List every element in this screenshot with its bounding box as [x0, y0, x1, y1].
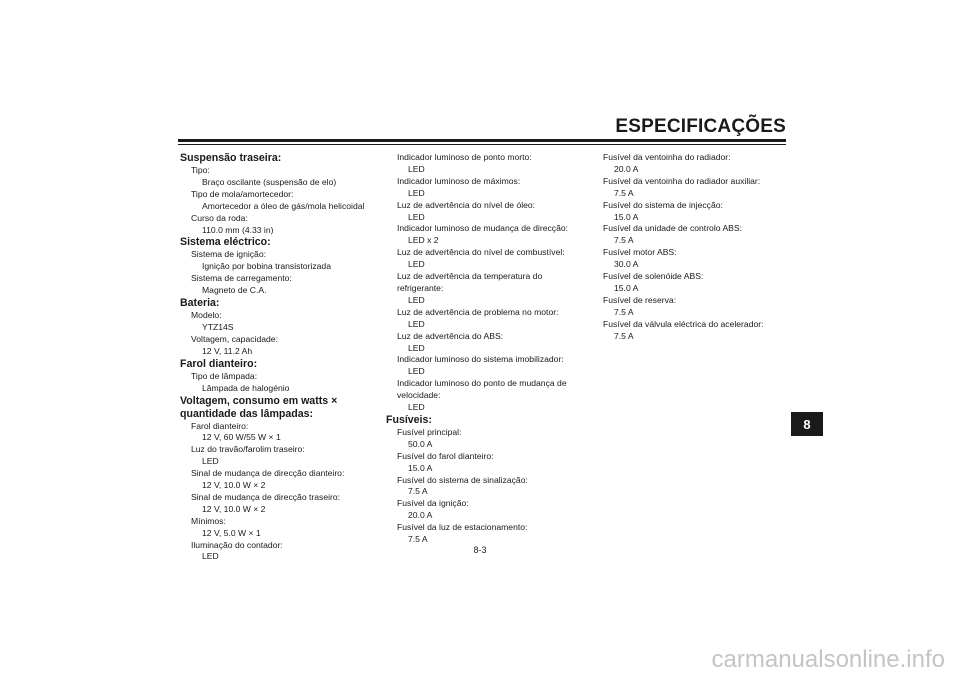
spec-label: Fusível da ventoinha do radiador: — [603, 152, 731, 162]
spec-label: Fusível da ventoinha do radiador auxiliar: — [603, 175, 761, 186]
spec-value: LED — [408, 366, 425, 377]
header-rule-thin — [178, 144, 786, 145]
spec-value: Amortecedor a óleo de gás/mola helicoidal — [202, 200, 365, 211]
spec-value: 7.5 A — [614, 306, 634, 317]
spec-label: Sinal de mudança de direcção traseiro: — [191, 491, 341, 502]
spec-value: LED — [202, 456, 219, 467]
spec-value: Ignição por bobina transistorizada — [202, 261, 331, 272]
spec-label: Indicador luminoso de mudança de direcção: — [397, 223, 569, 234]
spec-value: Braço oscilante (suspensão de elo) — [202, 176, 337, 187]
spec-label: velocidade: — [397, 390, 441, 401]
page-title: ESPECIFICAÇÕES — [615, 116, 786, 137]
spec-value: 20.0 A — [408, 510, 433, 521]
spec-label: Sinal de mudança de direcção dianteiro: — [191, 468, 345, 479]
section-heading: Suspensão traseira: — [180, 152, 282, 164]
spec-column-3 — [592, 152, 792, 343]
spec-value: 12 V, 10.0 W × 2 — [202, 503, 266, 514]
spec-label: Indicador luminoso do sistema imobilizador: — [397, 354, 564, 365]
spec-label: Tipo de mola/amortecedor: — [191, 188, 294, 199]
section-heading: quantidade das lâmpadas: — [180, 407, 314, 420]
spec-label: Mínimos: — [191, 515, 226, 526]
spec-column-2 — [386, 152, 586, 546]
spec-label: Fusível do sistema de injecção: — [603, 199, 723, 210]
spec-value: 12 V, 10.0 W × 2 — [202, 480, 266, 491]
spec-value: 30.0 A — [614, 259, 639, 270]
spec-value: YTZ14S — [202, 321, 234, 332]
spec-label: Farol dianteiro: — [191, 420, 249, 431]
spec-label: Luz de advertência do nível de combustível: — [397, 247, 565, 258]
header-rule-thick — [178, 139, 786, 142]
section-heading: Bateria: — [180, 297, 220, 310]
spec-label: Luz de advertência do ABS: — [397, 330, 504, 341]
spec-value: 15.0 A — [614, 282, 639, 293]
spec-value: LED — [408, 163, 425, 174]
spec-value: LED — [408, 259, 425, 270]
spec-label: Fusível da luz de estacionamento: — [397, 522, 528, 533]
spec-value: LED — [202, 551, 219, 562]
spec-value: 15.0 A — [408, 462, 433, 473]
spec-label: Indicador luminoso do ponto de mudança de — [397, 378, 567, 389]
spec-value: 7.5 A — [614, 187, 634, 198]
spec-value: 7.5 A — [408, 486, 428, 497]
spec-value: 12 V, 60 W/55 W × 1 — [202, 432, 281, 443]
spec-value: Lâmpada de halogénio — [202, 382, 290, 393]
spec-label: Fusível da válvula eléctrica do acelerador: — [603, 318, 764, 329]
page-number: 8-3 — [473, 545, 487, 555]
spec-label: Fusível do farol dianteiro: — [397, 450, 494, 461]
spec-label: Luz do travão/farolim traseiro: — [191, 444, 305, 455]
spec-label: Indicador luminoso de ponto morto: — [397, 152, 532, 162]
spec-value: LED — [408, 187, 425, 198]
spec-label: Voltagem, capacidade: — [191, 333, 278, 344]
spec-label: Fusível da unidade de controlo ABS: — [603, 223, 743, 234]
spec-value: LED — [408, 211, 425, 222]
spec-value: 12 V, 5.0 W × 1 — [202, 527, 261, 538]
spec-label: Fusível do sistema de sinalização: — [397, 474, 528, 485]
spec-value: LED — [408, 294, 425, 305]
section-heading: Voltagem, consumo em watts × — [180, 394, 338, 407]
spec-label: Fusível de solenóide ABS: — [603, 271, 704, 282]
spec-label: refrigerante: — [397, 282, 444, 293]
spec-value: 7.5 A — [614, 330, 634, 341]
spec-value: 15.0 A — [614, 211, 639, 222]
spec-value: 7.5 A — [614, 235, 634, 246]
section-heading: Fusíveis: — [386, 413, 432, 426]
spec-value: 50.0 A — [408, 438, 433, 449]
spec-label: Fusível de reserva: — [603, 294, 677, 305]
spec-label: Fusível principal: — [397, 426, 462, 437]
spec-value: LED — [408, 402, 425, 413]
spec-column-1 — [180, 152, 380, 563]
spec-value: Magneto de C.A. — [202, 285, 267, 296]
spec-label: Indicador luminoso de máximos: — [397, 175, 521, 186]
section-heading: Farol dianteiro: — [180, 357, 258, 370]
spec-label: Iluminação do contador: — [191, 539, 283, 550]
spec-value: 7.5 A — [408, 534, 428, 545]
spec-label: Luz de advertência de problema no motor: — [397, 306, 559, 317]
spec-label: Tipo de lâmpada: — [191, 370, 258, 381]
section-heading: Sistema eléctrico: — [180, 236, 271, 249]
spec-value: 110.0 mm (4.33 in) — [202, 224, 274, 235]
spec-label: Sistema de ignição: — [191, 249, 266, 260]
spec-label: Tipo: — [191, 165, 210, 175]
spec-value: LED — [408, 318, 425, 329]
watermark: carmanualsonline.info — [711, 646, 945, 673]
chapter-tab[interactable]: 8 — [791, 412, 823, 436]
spec-value: 20.0 A — [614, 163, 639, 174]
spec-value: 12 V, 11.2 Ah — [202, 345, 253, 356]
spec-value: LED x 2 — [408, 235, 439, 246]
spec-label: Luz de advertência da temperatura do — [397, 271, 543, 282]
spec-label: Curso da roda: — [191, 212, 248, 223]
spec-value: LED — [408, 342, 425, 353]
spec-label: Luz de advertência do nível de óleo: — [397, 199, 536, 210]
spec-label: Fusível motor ABS: — [603, 247, 677, 258]
spec-label: Sistema de carregamento: — [191, 273, 292, 284]
spec-label: Fusível da ignição: — [397, 498, 469, 509]
spec-label: Modelo: — [191, 310, 222, 321]
